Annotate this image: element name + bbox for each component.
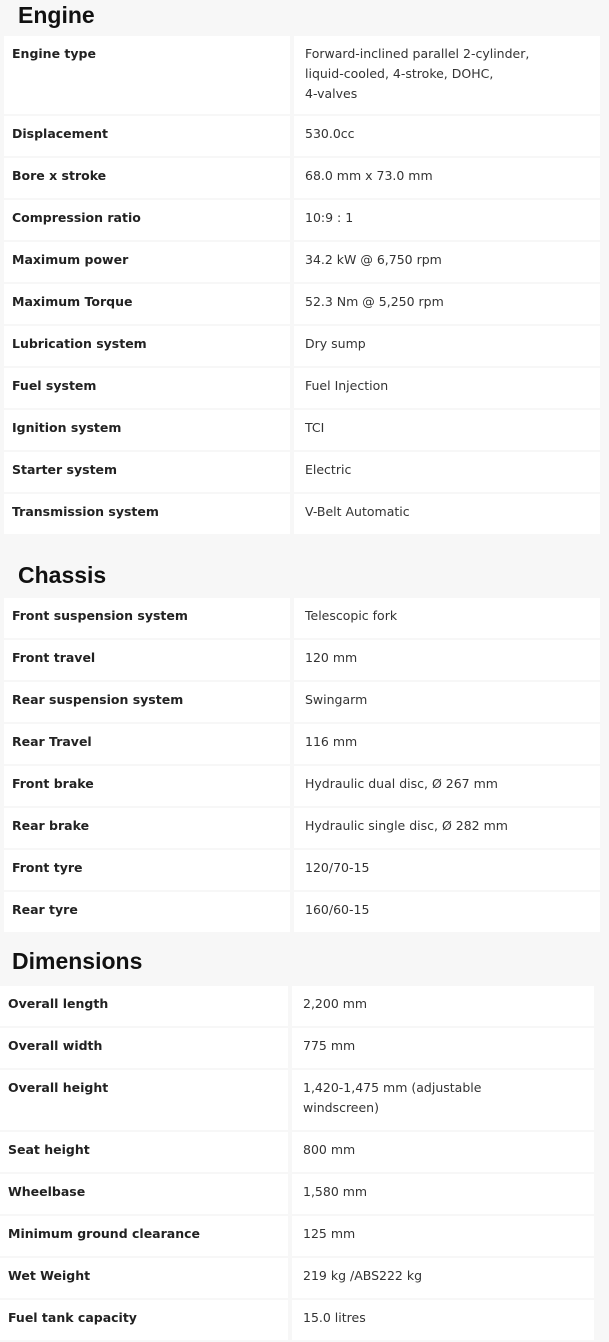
spec-row	[4, 766, 600, 808]
spec-row	[4, 242, 600, 284]
spec-row	[4, 724, 600, 766]
spec-value: 34.2 kW @ 6,750 rpm	[294, 242, 600, 282]
spec-value: 775 mm	[292, 1028, 594, 1068]
engine-spec-table	[4, 36, 600, 536]
spec-label: Fuel system	[4, 368, 290, 408]
spec-label: Maximum power	[4, 242, 290, 282]
spec-row	[4, 452, 600, 494]
spec-value: 530.0cc	[294, 116, 600, 156]
spec-row	[0, 1258, 594, 1300]
spec-label: Rear tyre	[4, 892, 290, 932]
spec-value: 219 kg /ABS222 kg	[292, 1258, 594, 1298]
spec-label: Starter system	[4, 452, 290, 492]
spec-value: 52.3 Nm @ 5,250 rpm	[294, 284, 600, 324]
spec-label: Compression ratio	[4, 200, 290, 240]
section-title: Dimensions	[12, 948, 143, 974]
spec-row	[0, 986, 594, 1028]
spec-row	[4, 640, 600, 682]
spec-value: Hydraulic single disc, Ø 282 mm	[294, 808, 600, 848]
spec-row	[4, 368, 600, 410]
chassis-section	[4, 556, 600, 934]
spec-row	[4, 36, 600, 116]
spec-row	[4, 326, 600, 368]
spec-row	[0, 1132, 594, 1174]
spec-label: Wheelbase	[0, 1174, 288, 1214]
spec-label: Front tyre	[4, 850, 290, 890]
spec-row	[4, 284, 600, 326]
spec-label: Seat height	[0, 1132, 288, 1172]
spec-value: Electric	[294, 452, 600, 492]
spec-row	[4, 494, 600, 536]
dimensions-section	[0, 942, 594, 1342]
spec-value: 1,420-1,475 mm (adjustable windscreen)	[292, 1070, 594, 1130]
spec-label: Front suspension system	[4, 598, 290, 638]
spec-label: Overall length	[0, 986, 288, 1026]
spec-label: Displacement	[4, 116, 290, 156]
spec-value: Dry sump	[294, 326, 600, 366]
engine-section	[4, 0, 600, 536]
spec-value: V-Belt Automatic	[294, 494, 600, 534]
spec-value: 2,200 mm	[292, 986, 594, 1026]
spec-value: Swingarm	[294, 682, 600, 722]
section-title: Chassis	[18, 562, 107, 588]
spec-label: Rear suspension system	[4, 682, 290, 722]
spec-label: Front brake	[4, 766, 290, 806]
spec-row	[0, 1300, 594, 1342]
spec-label: Maximum Torque	[4, 284, 290, 324]
spec-row	[0, 1028, 594, 1070]
spec-label: Engine type	[4, 36, 290, 114]
dimensions-spec-table	[0, 986, 594, 1342]
spec-value: Fuel Injection	[294, 368, 600, 408]
spec-value: 800 mm	[292, 1132, 594, 1172]
spec-value: Hydraulic dual disc, Ø 267 mm	[294, 766, 600, 806]
spec-row	[4, 158, 600, 200]
spec-value: 120/70-15	[294, 850, 600, 890]
spec-row	[4, 598, 600, 640]
spec-label: Overall height	[0, 1070, 288, 1130]
section-title: Engine	[18, 2, 95, 28]
spec-label: Fuel tank capacity	[0, 1300, 288, 1340]
chassis-spec-table	[4, 598, 600, 934]
spec-label: Overall width	[0, 1028, 288, 1068]
spec-row	[4, 410, 600, 452]
spec-row	[4, 808, 600, 850]
spec-value: 120 mm	[294, 640, 600, 680]
spec-row	[0, 1070, 594, 1132]
spec-value: 116 mm	[294, 724, 600, 764]
spec-row	[4, 116, 600, 158]
spec-label: Minimum ground clearance	[0, 1216, 288, 1256]
spec-label: Ignition system	[4, 410, 290, 450]
spec-value: 1,580 mm	[292, 1174, 594, 1214]
spec-row	[4, 850, 600, 892]
spec-value: TCI	[294, 410, 600, 450]
spec-value: 10:9 : 1	[294, 200, 600, 240]
spec-value: 125 mm	[292, 1216, 594, 1256]
spec-row	[4, 200, 600, 242]
spec-value: Telescopic fork	[294, 598, 600, 638]
spec-label: Transmission system	[4, 494, 290, 534]
spec-row	[0, 1174, 594, 1216]
spec-row	[0, 1216, 594, 1258]
spec-value: 15.0 litres	[292, 1300, 594, 1340]
spec-label: Lubrication system	[4, 326, 290, 366]
spec-label: Bore x stroke	[4, 158, 290, 198]
spec-label: Rear Travel	[4, 724, 290, 764]
spec-row	[4, 682, 600, 724]
spec-value: Forward-inclined parallel 2-cylinder, liquid-cooled, 4-stroke, DOHC, 4-valves	[294, 36, 600, 114]
spec-label: Wet Weight	[0, 1258, 288, 1298]
spec-row	[4, 892, 600, 934]
spec-value: 160/60-15	[294, 892, 600, 932]
spec-value: 68.0 mm x 73.0 mm	[294, 158, 600, 198]
spec-label: Front travel	[4, 640, 290, 680]
spec-label: Rear brake	[4, 808, 290, 848]
